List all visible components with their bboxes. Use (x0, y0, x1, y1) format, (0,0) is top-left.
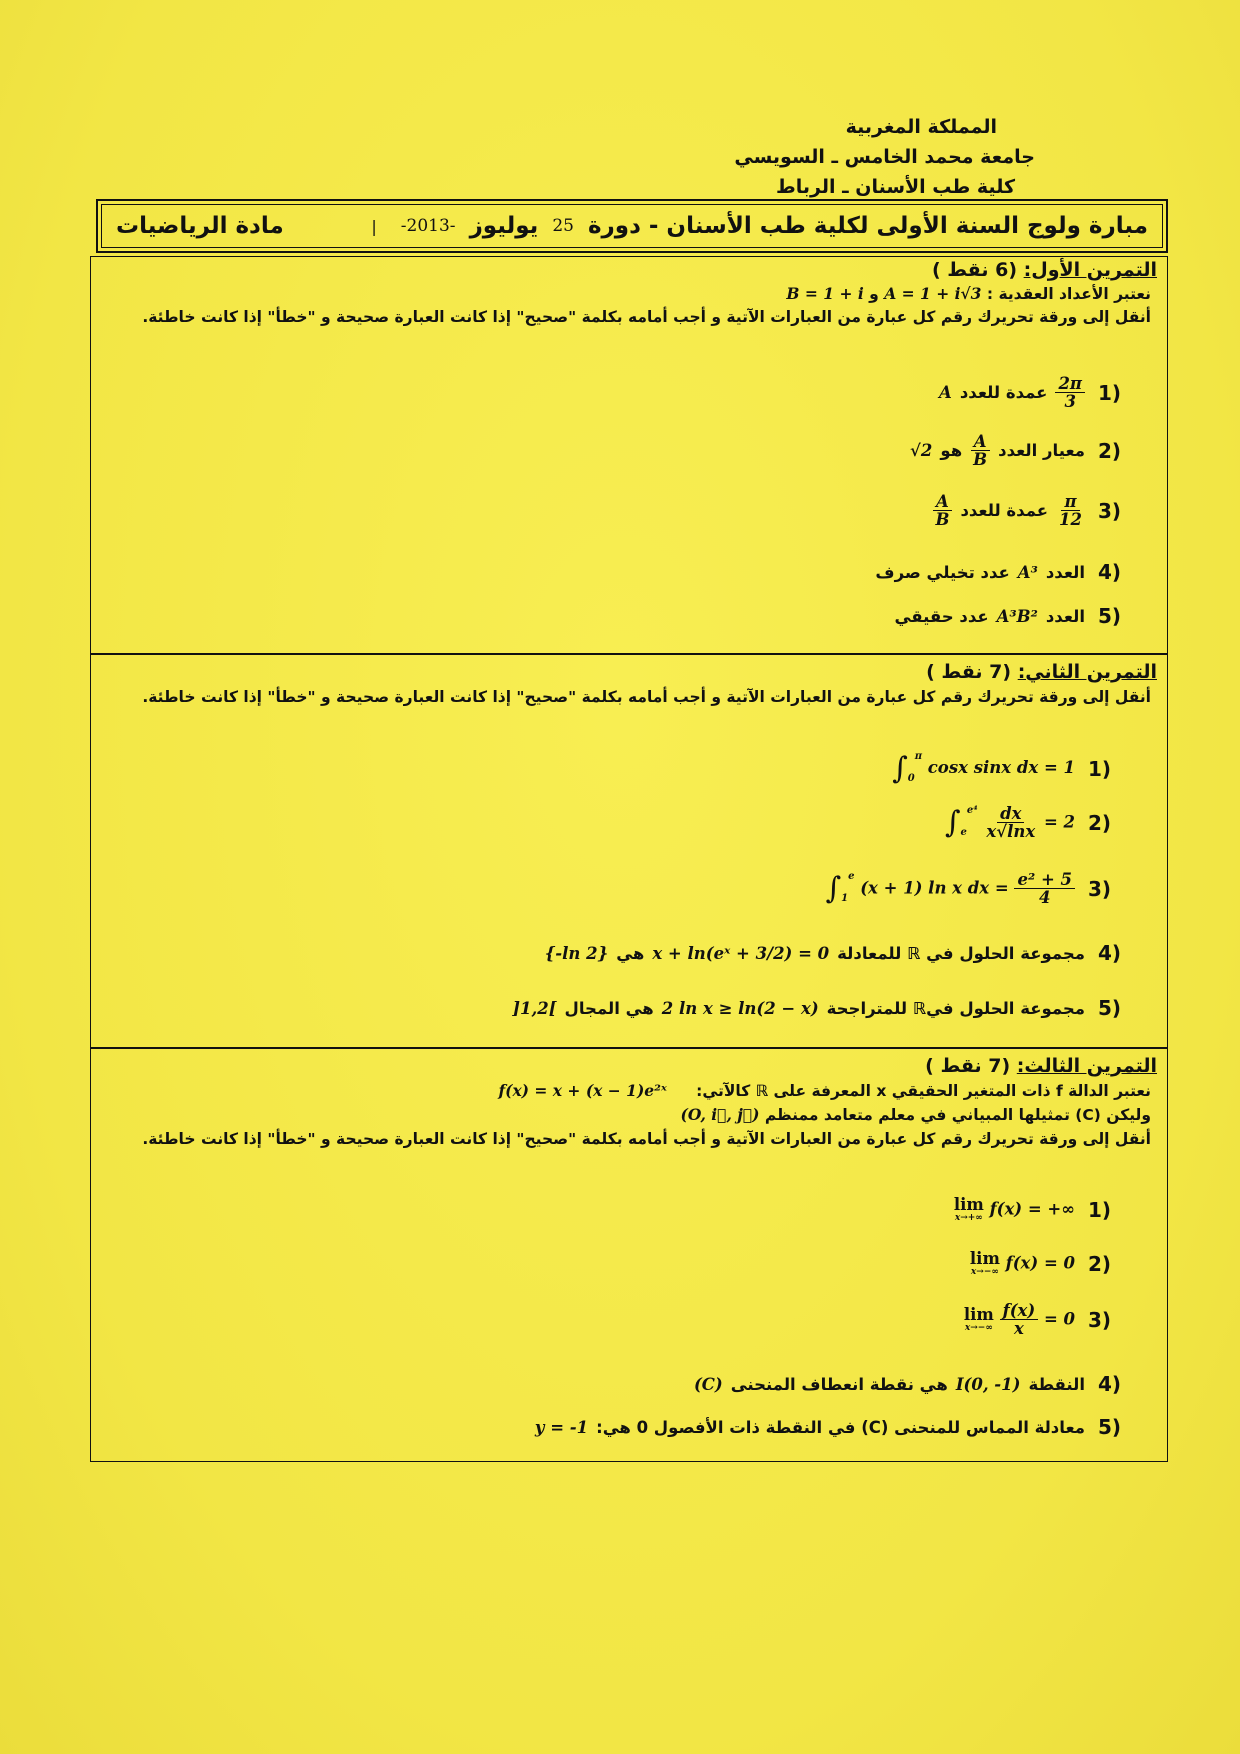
ex1-item-4-math: A³ (1017, 562, 1038, 582)
ex3-item-1 (954, 1197, 1111, 1223)
ex3-item-1-number: (1 (1087, 1197, 1111, 1222)
exam-title: مبارة ولوج السنة الأولى لكلية طب الأسنان - دورة (587, 213, 1148, 239)
ex3-item-4-number: (4 (1097, 1372, 1121, 1396)
ex3-item-2-math (970, 1251, 1075, 1277)
ex3-item-4-tail-text: هي نقطة انعطاف المنحنى (730, 1374, 948, 1394)
ex1-item-1-number: (1 (1097, 380, 1121, 405)
ex1-item-2 (910, 433, 1121, 469)
ex2-item-5 (512, 996, 1121, 1020)
ex2-item-3-expr: (x + 1) ln x dx = (860, 878, 1009, 898)
header-line-university: جامعة محمد الخامس ـ السويسي (734, 146, 1035, 168)
ex1-item-1-frac-num: 2π (1055, 375, 1085, 393)
ex2-item-2-number: (2 (1087, 810, 1111, 835)
ex1-item-3 (932, 493, 1121, 529)
ex3-item-2-limit (970, 1251, 1000, 1277)
ex2-item-2-rhs: = 2 (1043, 812, 1075, 832)
header-line-faculty: كلية طب الأسنان ـ الرباط (776, 176, 1015, 198)
exercise-3-intro (111, 1081, 1151, 1101)
ex2-item-5-math: 2 ln x ≥ ln(2 − x) (661, 998, 819, 1018)
ex3-item-3-rhs: = 0 (1043, 1309, 1075, 1329)
ex1-item-2-number: (2 (1097, 438, 1121, 463)
exercise-1-heading (932, 259, 1157, 281)
ex1-item-3-text: عمدة للعدد (960, 501, 1049, 521)
exercise-1-instruction: أنقل إلى ورقة تحريرك رقم كل عبارة من العبارات الآتية و أجب أمامه بكلمة "صحيح" إذا كانت العبارة صحيحة و "خطأ" إذا كانت خاطئة. (142, 308, 1151, 326)
ex3-item-3-frac-num: f(x) (1000, 1302, 1039, 1320)
exercise-3-title: التمرين الثالث: (1016, 1055, 1157, 1077)
ex2-item-5-tail-math: ]1,2[ (512, 998, 557, 1018)
ex3-item-2 (970, 1251, 1111, 1277)
ex1-item-2-tail-math: √2 (910, 441, 933, 461)
ex1-item-4 (875, 560, 1121, 584)
ex2-item-3-number: (3 (1087, 876, 1111, 901)
ex1-item-2-tail-text: هو (940, 441, 963, 461)
ex2-item-1-integral (892, 751, 1075, 786)
ex1-item-3-fraction-2 (932, 493, 952, 529)
ex3-item-3-lim-sub: x→−∞ (964, 1322, 993, 1333)
exercise-1-points: (6 نقط ) (932, 259, 1017, 281)
exam-month: يوليوز (469, 213, 539, 239)
ex1-item-3-frac2-den: B (935, 510, 950, 530)
institution-header (535, 112, 1035, 202)
ex1-item-1-frac-den: 3 (1064, 392, 1076, 412)
ex1-item-3-frac2-num: A (933, 493, 952, 511)
ex3-item-3-frac-den: x (1013, 1319, 1024, 1339)
ex3-item-1-expr: f(x) = +∞ (989, 1199, 1075, 1219)
ex3-item-1-lim-sub: x→+∞ (954, 1212, 983, 1223)
exercise-3-curve (111, 1105, 1151, 1125)
ex2-item-2-frac-den: x√lnx (986, 822, 1036, 842)
ex3-item-5-text: معادلة المماس للمنحنى (C) في النقطة ذات الأفصول 0 هي: (596, 1417, 1085, 1437)
ex2-item-1-lower: 0 (907, 773, 915, 784)
lim-operator-icon: lim (963, 1305, 994, 1325)
ex2-item-3-integral (825, 871, 1075, 907)
exercise-2-heading (926, 661, 1157, 683)
header-line-kingdom: المملكة المغربية (845, 116, 997, 138)
ex3-item-2-lim-sub: x→−∞ (970, 1266, 999, 1277)
ex3-item-1-math (954, 1197, 1075, 1223)
exercise-1-intro (111, 284, 1151, 304)
ex3-item-4-text: النقطة (1028, 1374, 1085, 1394)
ex1-item-4-text: العدد (1045, 562, 1085, 582)
ex3-item-5-number: (5 (1097, 1415, 1121, 1439)
ex2-item-5-text: مجموعة الحلول فيℝ للمتراجحة (826, 998, 1085, 1018)
ex2-item-2-integral (945, 805, 1075, 841)
ex1-item-5-math: A³B² (996, 606, 1038, 626)
ex2-item-3-fraction (1014, 871, 1075, 907)
exercise-3-f-def: f(x) = x + (x − 1)e²ˣ (498, 1081, 667, 1100)
exercise-3-curve-text: وليكن (C) تمثيلها المبياني في معلم متعامد ممنظم (764, 1106, 1151, 1124)
integral-sign-icon: ∫ (944, 805, 961, 841)
exam-year: -2013- (400, 216, 456, 236)
ex3-item-3-math (964, 1302, 1075, 1338)
ex3-item-3-number: (3 (1087, 1307, 1111, 1332)
exam-day: 25 (552, 216, 574, 236)
ex1-item-4-tail-text: عدد تخيلي صرف (875, 562, 1010, 582)
ex2-item-4-tail-math: {-ln 2} (544, 943, 609, 963)
ex3-item-3-limit (964, 1307, 994, 1333)
ex1-item-3-fraction (1056, 493, 1085, 529)
ex1-item-2-frac-num: A (971, 433, 990, 451)
ex2-item-4 (545, 941, 1121, 965)
ex3-item-4 (694, 1372, 1121, 1396)
ex2-item-3-frac-den: 4 (1038, 888, 1051, 908)
ex2-item-2 (945, 805, 1111, 841)
ex2-item-4-math: x + ln(eˣ + 3/2) = 0 (652, 943, 830, 963)
ex1-item-2-text: معيار العدد (998, 441, 1085, 461)
exercise-1-box (90, 256, 1168, 654)
ex1-item-1-var: A (939, 383, 952, 403)
lim-operator-icon: lim (969, 1249, 1000, 1268)
lim-operator-icon: lim (953, 1195, 984, 1214)
ex1-item-3-number: (3 (1097, 498, 1121, 523)
exam-title-bar (96, 199, 1168, 253)
ex2-item-2-upper: e⁴ (966, 805, 978, 817)
exercise-3-frame: (O, i⃗, j⃗) (680, 1105, 760, 1124)
ex3-item-5 (535, 1415, 1121, 1439)
exercise-3-points: (7 نقط ) (925, 1055, 1011, 1077)
exercise-3-heading (925, 1055, 1157, 1077)
ex2-item-1-number: (1 (1087, 756, 1111, 781)
ex2-item-1-upper: π (914, 751, 923, 762)
ex1-item-1-text: عمدة للعدد (959, 383, 1048, 403)
ex1-item-2-fraction (970, 433, 990, 469)
ex3-item-3-fraction (1000, 1302, 1039, 1338)
ex3-item-4-tail-math: (C) (693, 1374, 723, 1394)
ex2-item-2-fraction (983, 805, 1038, 841)
exam-subject: مادة الرياضيات (116, 213, 284, 239)
exercise-2-instruction: أنقل إلى ورقة تحريرك رقم كل عبارة من العبارات الآتية و أجب أمامه بكلمة "صحيح" إذا كانت العبارة صحيحة و "خطأ" إذا كانت خاطئة. (142, 688, 1151, 706)
ex1-item-1 (939, 375, 1121, 411)
ex3-item-5-math: y = -1 (534, 1417, 589, 1437)
exercise-1-A-def: A = 1 + i√3 (884, 284, 982, 303)
ex3-item-2-expr: f(x) = 0 (1005, 1253, 1075, 1273)
ex2-item-5-number: (5 (1097, 996, 1121, 1020)
integral-sign-icon: ∫ (825, 871, 842, 907)
exercise-1-title: التمرين الأول: (1023, 259, 1157, 281)
ex1-item-1-fraction (1055, 375, 1085, 411)
ex2-item-4-text: مجموعة الحلول في ℝ للمعادلة (837, 943, 1085, 963)
exercise-2-box (90, 654, 1168, 1048)
ex1-item-2-frac-den: B (973, 450, 988, 470)
exercise-3-intro-text: نعتبر الدالة f ذات المتغير الحقيقي x المعرفة على ℝ كالآتي: (696, 1082, 1151, 1100)
ex2-item-4-number: (4 (1097, 941, 1121, 965)
ex1-item-5 (895, 604, 1121, 628)
exercise-1-intro-text: نعتبر الأعداد العقدية : (986, 285, 1151, 303)
ex2-item-3-lower: 1 (841, 893, 849, 905)
ex1-item-5-text: العدد (1045, 606, 1085, 626)
ex3-item-1-limit (954, 1197, 984, 1223)
ex2-item-1 (892, 751, 1111, 786)
ex2-item-3 (825, 871, 1111, 907)
exercise-3-box (90, 1048, 1168, 1462)
exercise-2-title: التمرين الثاني: (1017, 661, 1157, 683)
integral-sign-icon: ∫ (892, 751, 908, 786)
ex3-item-2-number: (2 (1087, 1251, 1111, 1276)
ex3-item-4-math: I(0, -1) (955, 1374, 1021, 1394)
ex2-item-1-expr: cosx sinx dx = 1 (927, 758, 1075, 777)
ex1-item-3-frac-den: 12 (1059, 510, 1082, 530)
ex2-item-3-upper: e (848, 871, 855, 883)
exercise-1-and: و (869, 285, 879, 303)
ex1-item-5-tail-text: عدد حقيقي (894, 606, 989, 626)
exercise-3-instruction: أنقل إلى ورقة تحريرك رقم كل عبارة من العبارات الآتية و أجب أمامه بكلمة "صحيح" إذا كانت العبارة صحيحة و "خطأ" إذا كانت خاطئة. (142, 1130, 1151, 1148)
ex2-item-2-frac-num: dx (997, 805, 1024, 823)
exercise-2-points: (7 نقط ) (926, 661, 1012, 683)
ex3-item-3 (964, 1302, 1111, 1338)
ex2-item-3-frac-num: e² + 5 (1014, 871, 1075, 889)
ex1-item-4-number: (4 (1097, 560, 1121, 584)
exercise-1-B-def: B = 1 + i (786, 284, 864, 303)
ex1-item-5-number: (5 (1097, 604, 1121, 628)
title-separator: | (371, 216, 377, 236)
ex2-item-2-lower: e (960, 827, 967, 839)
ex1-item-3-frac-num: π (1061, 493, 1079, 511)
ex2-item-5-tail-text: هي المجال (564, 998, 654, 1018)
ex2-item-4-tail-text: هي (616, 943, 645, 963)
